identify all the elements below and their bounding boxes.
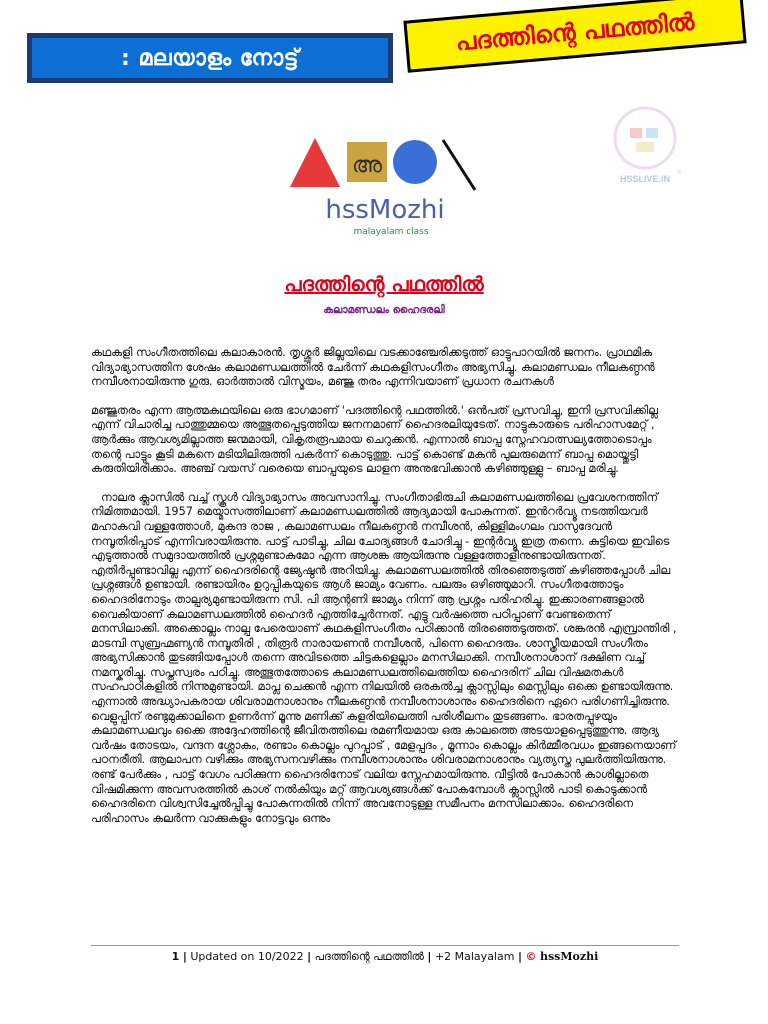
hssmozhi-logo xyxy=(285,132,485,242)
page-number: 1 xyxy=(171,950,180,963)
paragraph-summary: മഞ്ജുതരം എന്ന ആത്മകഥയിലെ ഒരു ഭാഗമാണ് 'പദത്തിന്റെ പഥത്തിൽ.' ഒൻപത് പ്രസവിച്ചു, ഇനി പ്രസവിക്കില്ല എന്ന് വിചാരിച്ച പാത്തുമ്മയെ അത്ഭുതപ്പെടുത്തിയ ജനനമാണ് ഹൈദരലിയുടേത്. നാട്ടുകാരുടെ പരിഹാസമേറ്റ് , ആർക്കും ആവശ്യമില്ലാത്ത ജന്മമായി, വികൃതരൂപമായ ചെറുക്കൻ. എന്നാൽ ബാപ്പ സ്നേഹവാത്സല്യത്തോടൊപ്പം തന്റെ പാട്ടും കൂടി മകനെ മടിയിലിരുത്തി പകർന്ന് കൊടുത്തു. പാട്ട് കൊണ്ട് മകൻ പുലരുമെന്ന് ബാപ്പ മൊയ്തുട്ടി കരുതിയിരിക്കാം. അഞ്ച് വയസ് വരെയെ ബാപ്പയുടെ ലാളന അനുഭവിക്കാൻ കഴിഞ്ഞുള്ളു – ബാപ്പ മരിച്ചു. xyxy=(91,403,658,476)
paragraph-story: നാലര ക്ലാസിൽ വച്ച് സ്കൂൾ വിദ്യാഭ്യാസം അവസാനിച്ചു. സംഗീതാഭിരുചി കലാമണ്ഡലത്തിലെ പ്രവേശനത്തിന് നിമിത്തമായി. 1957 മെയ്മാസത്തിലാണ് കലാമണ്ഡലത്തിൽ ആദ്യമായി പോകുന്നത്. ഇൻറർവ്യൂ നടത്തിയവർ മഹാകവി വള്ളത്തോൾ, മുകന്ദ രാജ , കലാമണ്ഡലം നീലകണ്ഠൻ നമ്പീശൻ, കിള്ളിമംഗലം വാസുദേവൻ നമ്പൂതിരിപ്പാട് എന്നിവരായിരുന്നു. പാട്ട് പാടിച്ചു, ചില ചോദ്യങ്ങൾ ചോദിച്ചു - ഇന്റർവ്യൂ ഇത്ര തന്നെ. കുട്ടിയെ ഇവിടെ എടുത്താൽ സമുദായത്തിൽ പ്രശ്നമുണ്ടാകുമോ എന്ന ആശങ്ക ആയിരുന്നു വള്ളത്തോളിനുണ്ടായിരുന്നത്. എതിർപ്പുണ്ടാവില്ല എന്ന് ഹൈദരിന്റെ ജ്യേഷ്ഠൻ അറിയിച്ചു. കലാമണ്ഡലത്തിൽ തിരഞ്ഞെടുത്ത് കഴിഞ്ഞപ്പോൾ ചില പ്രശ്നങ്ങൾ ഉണ്ടായി. രണ്ടായിരം ഉറുപ്പികയുടെ ആൾ ജാമ്യം വേണം. പലരും ഒഴിഞ്ഞുമാറി. സംഗീതത്തോടും ഹൈദരിനോടും താല്പര്യമുണ്ടായിരുന്ന സി. പി ആന്റണി ജാമ്യം നിന്ന് ആ പ്രശ്നം പരിഹരിച്ചു. ഇക്കാരണങ്ങളാൽ വൈകിയാണ് കലാമണ്ഡലത്തിൽ ഹൈദർ എത്തിച്ചേർന്നത്. എട്ടു വർഷത്തെ പഠിപ്പാണ് വേണ്ടതെന്ന് മനസിലാക്കി. അക്കൊല്ലം നാല്പ പേരെയാണ് കഥകളിസംഗീതം പഠിക്കാൻ തിരഞ്ഞെടുത്തത്. ശങ്കരൻ എമ്പ്രാന്തിരി , മാടമ്പി സുബ്രഹ്മണ്യൻ നമ്പൂതിരി , തിരൂർ നാരായണൻ നമ്പീശൻ, പിന്നെ ഹൈദരും. ശാസ്ത്രീയമായി സംഗീതം അഭ്യസിക്കാൻ തുടങ്ങിയപ്പോൾ തന്നെ അവിടത്തെ ചിട്ടകളെല്ലാം മനസിലാക്കി. നമ്പീശനാശാന് ദക്ഷിണ വച്ച് നമസ്കരിച്ചു. സപ്തസ്വരം പഠിച്ചു. അത്ഭുതത്തോടെ കലാമണ്ഡലത്തിലെത്തിയ ഹൈദരിന് ചില വിഷമതകൾ സഹപാഠികളിൽ നിന്നുമുണ്ടായി. മാപ്ല ചെക്കൻ എന്ന നിലയിൽ ഒരകൽച്ച ക്ലാസ്സിലും മെസ്സിലും ഒക്കെ ഉണ്ടായിരുന്നു. എന്നാൽ അദ്ധ്യാപകരായ ശിവരാമനാശാനും നീലകണ്ഠൻ നമ്പീശനാശാനും ഹൈദരിനെ ഏറെ പരിഗണിച്ചിരുന്നു. വെളുപ്പിന് രണ്ടുമുക്കാലിനെ ഉണർന്ന് മൂന്നു മണിക്ക് കളരിയിലെത്തി പരിശീലനം തുടങ്ങണം. ഭാരതപ്പുഴയും കലാമണ്ഡലവും ഒക്കെ അദ്ദേഹത്തിന്റെ ജീവിതത്തിലെ രമണീയമായ ഒരു കാലത്തെ അടയാളപ്പെടുത്തുന്നു. ആദ്യ വർഷം തോടയം, വന്ദന ശ്ലോകം, രണ്ടാം കൊല്ലം പുറപ്പാട് , മേളപ്പദം , മൂന്നാം കൊല്ലം കിർമ്മീരവധം ഇങ്ങനെയാണ് പഠനരീതി. ആലാപന വഴിക്കും അഭ്യസനവഴിക്കും നമ്പീശനാശാനും ശിവരാമനാശാനും വ്യത്യസ്ത പുലർത്തിയിരുന്നു. രണ്ട് പേർക്കും , പാട്ട് വേഗം പഠിക്കുന്ന ഹൈദരിനോട് വലിയ സ്നേഹമായിരുന്നു. വീട്ടിൽ പോകാൻ കാശില്ലാതെ വിഷമിക്കുന്ന അവസരത്തിൽ കാശ് നൽകിയും മറ്റ് ആവശ്യങ്ങൾക്ക് പോകമ്പോൾ ക്ലാസ്സിൽ പാടി കൊടുക്കാൻ ഹൈദരിനെ വിശ്വസിച്ചേൽപ്പിച്ചു പോകുന്നതിൽ നിന്ന് അവനോടുള്ള സമീപനം മനസിലാക്കാം. ഹൈദരിനെ പരിഹാസം കലർന്ന വാക്കുകളും നോട്ടവും ഒന്നും xyxy=(91,490,677,825)
watermark-figure-icon xyxy=(646,128,658,138)
subject-banner xyxy=(27,33,393,83)
copyright-symbol: © xyxy=(525,950,537,963)
hsslive-watermark xyxy=(600,100,690,190)
logo-slash-icon xyxy=(443,140,475,190)
logo-tagline: malayalam class xyxy=(353,227,429,237)
logo-circle-icon xyxy=(393,140,437,184)
document-title: പദത്തിന്റെ പഥത്തിൽ xyxy=(284,272,484,296)
logo-letter: അ xyxy=(352,153,382,178)
watermark-text: HSSLIVE.IN xyxy=(619,174,671,184)
document-author: കലാമണ്ഡലം ഹൈദരലി xyxy=(323,304,445,316)
updated-date: Updated on 10/2022 xyxy=(190,950,304,963)
footer-divider xyxy=(91,945,679,946)
logo-brand: hssMozhi xyxy=(325,195,445,225)
footer-course: +2 Malayalam xyxy=(434,950,515,963)
lesson-badge: പദത്തിന്റെ പഥത്തിൽ xyxy=(403,0,746,73)
subject-label: : മലയാളം നോട്ട് xyxy=(32,38,388,78)
svg-text:®: ® xyxy=(676,169,682,176)
page-footer: 1 | Updated on 10/2022 | പദത്തിന്റെ പഥത്തിൽ | +2 Malayalam | © hssMozhi xyxy=(171,950,599,963)
paragraph-intro: കഥകളി സംഗീതത്തിലെ കലാകാരൻ. തൃശ്ശൂർ ജില്ലയിലെ വടക്കാഞ്ചേരിക്കടുത്ത് ഓട്ടുപാറയിൽ ജനനം. പ്രാഥമിക വിദ്യാഭ്യാസത്തിന ശേഷം കലാമണ്ഡലത്തിൽ ചേർന്ന് കഥകളിസംഗീതം അഭ്യസിച്ചു. കലാമണ്ഡലം നീലകണ്ഠൻ നമ്പീശനായിരുന്നു ഗുരു. ഓർത്താൽ വിസ്മയം, മഞ്ജു തരം എന്നിവയാണ് പ്രധാന രചനകൾ xyxy=(91,346,655,389)
logo-triangle-icon xyxy=(290,138,340,187)
document-body xyxy=(91,346,679,840)
footer-lesson: പദത്തിന്റെ പഥത്തിൽ xyxy=(314,950,424,963)
footer-brand: hssMozhi xyxy=(539,950,599,963)
watermark-figure-icon xyxy=(630,128,642,138)
watermark-book-icon xyxy=(636,142,654,152)
